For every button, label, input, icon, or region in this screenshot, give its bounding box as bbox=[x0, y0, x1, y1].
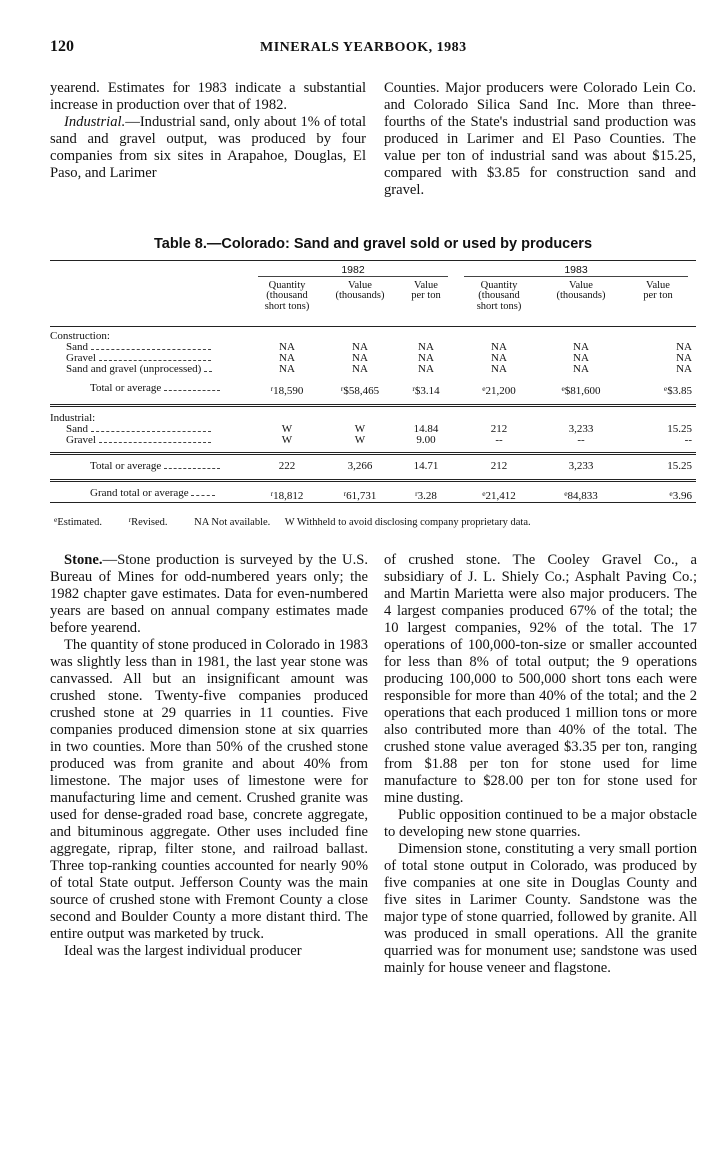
bottom-right-column bbox=[384, 552, 697, 977]
paragraph: The quantity of stone produced in Colorado in 1983 was slightly less than in 1981, the last year stone was canvassed. All but an insignificant amount was crushed stone. Twenty-five companies produced crushed stone at 29 quarries in 11 counties. Five companies produced dimension stone at six quarries in two counties. More than 50% of the crushed stone produced was from granite and about 40% from limestone. The major uses of limestone were for manufacturing lime and cement. Crushed granite was used for dense-graded road base, concrete aggregate, and bituminous aggregate. Other uses included fine aggregate, riprap, filter stone, and railroad ballast. Three top-ranking counties accounted for nearly 90% of total State output. Jefferson County was the main source of crushed stone with Fremont County a close second and Boulder County a more distant third. The entire output was marketed by truck. bbox=[50, 637, 368, 942]
table-row: Sand and gravel (unprocessed) NA NA NA NA NA NA bbox=[66, 363, 692, 375]
year-header-1983: 1983 bbox=[464, 265, 688, 277]
footnote: $^e$Estimated. bbox=[54, 515, 102, 528]
paragraph: Dimension stone, constituting a very small portion of total stone output in Colorado, was produced by five companies at one site in Douglas County and five sites in Larimer County. Sandstone was the major type of stone quarried, followed by granite. All was produced in small operations. All the granite quarried was for monument use; sandstone was used mainly for house veneer and flagstone. bbox=[384, 841, 697, 976]
col-header: Quantity (thousand short tons) bbox=[476, 279, 522, 312]
table-row-total: Total or average 222 3,266 14.71 212 3,233 15.25 bbox=[50, 454, 696, 473]
row-group-label: Construction: bbox=[50, 327, 250, 343]
sand-gravel-table bbox=[50, 260, 696, 505]
table-row: Gravel NA NA NA NA NA NA bbox=[66, 352, 692, 364]
year-header-1982: 1982 bbox=[258, 265, 448, 277]
paragraph: Industrial.—Industrial sand, only about 1% of total sand and gravel output, was produced by four companies from six sites in Arapahoe, Douglas, El Paso, and Larimer bbox=[50, 114, 366, 181]
footnote: NA Not available. bbox=[194, 517, 271, 528]
table-row-total: Total or average $^r$18,590 $^r$\$58,465 $^r$\$3.14 $^e$21,200 $^e$\$81,600 $^e$\$3.85 bbox=[90, 382, 692, 397]
row-group-label: Industrial: bbox=[50, 405, 250, 424]
table-row: Gravel W W 9.00 -- -- -- bbox=[66, 433, 692, 446]
footnote: $^r$Revised. bbox=[128, 515, 168, 528]
page-number: 120 bbox=[50, 38, 74, 55]
top-right-column bbox=[384, 80, 696, 199]
footnote: W Withheld to avoid disclosing company proprietary data. bbox=[284, 517, 531, 528]
paragraph: Stone.—Stone production is surveyed by the U.S. Bureau of Mines for odd-numbered years only; the 1982 chapter gave estimates. Data for even-numbered years are based on annual company estimates made before yearend. bbox=[50, 552, 368, 636]
section-lead: Industrial. bbox=[64, 114, 126, 130]
top-left-column bbox=[50, 80, 366, 182]
paragraph: Counties. Major producers were Colorado Lein Co. and Colorado Silica Sand Inc. More than three-fourths of the State's industrial sand production was produced in Larimer and El Paso Counties. The value per ton of industrial sand was about $15.25, compared with $3.85 for construction sand and gravel. bbox=[384, 80, 696, 198]
table-footnotes bbox=[54, 515, 543, 528]
table-row: Sand W W 14.84 212 3,233 15.25 bbox=[66, 422, 692, 435]
col-header: Value per ton bbox=[411, 279, 441, 301]
paragraph: yearend. Estimates for 1983 indicate a substantial increase in production over that of 1982. bbox=[50, 80, 366, 113]
table-row-grand-total: Grand total or average $^r$18,812 $^r$61,731 $^r$3.28 $^e$21,412 $^e$84,833 $^e$3.96 bbox=[50, 480, 696, 502]
table-row: Sand NA NA NA NA NA NA bbox=[66, 341, 692, 353]
running-title: MINERALS YEARBOOK, 1983 bbox=[260, 40, 467, 55]
col-header: Value (thousands) bbox=[556, 279, 606, 301]
paragraph: Public opposition continued to be a major obstacle to developing new stone quarries. bbox=[384, 807, 697, 840]
bottom-left-column bbox=[50, 552, 368, 960]
page-header bbox=[50, 38, 694, 62]
section-lead: Stone. bbox=[64, 552, 103, 568]
col-header: Value per ton bbox=[643, 279, 673, 301]
paragraph: Ideal was the largest individual producer bbox=[64, 943, 302, 959]
col-header: Value (thousands) bbox=[335, 279, 385, 301]
table-caption: Table 8.—Colorado: Sand and gravel sold or used by producers bbox=[153, 236, 593, 252]
col-header: Quantity (thousand short tons) bbox=[264, 279, 310, 312]
paragraph: of crushed stone. The Cooley Gravel Co., a subsidiary of J. L. Shiely Co.; Asphalt Paving Co.; and Martin Marietta were also major producers. The 4 largest companies produced 67% of the total; the 10 largest companies, 92% of the total. The 17 operations of 100,000-ton-size or smaller accounted for less than 8% of total output; the 9 operations producing 100,000 to 500,000 short tons each were responsible for more than 40% of the total; and the 2 operations that each produced 1 million tons or more also contributed more than 40% of the total. The crushed stone value averaged $3.35 per ton, ranging from $1.88 per ton for stone used for lime manufacture to $28.00 per ton for stone used for mine dusting. bbox=[384, 552, 697, 806]
